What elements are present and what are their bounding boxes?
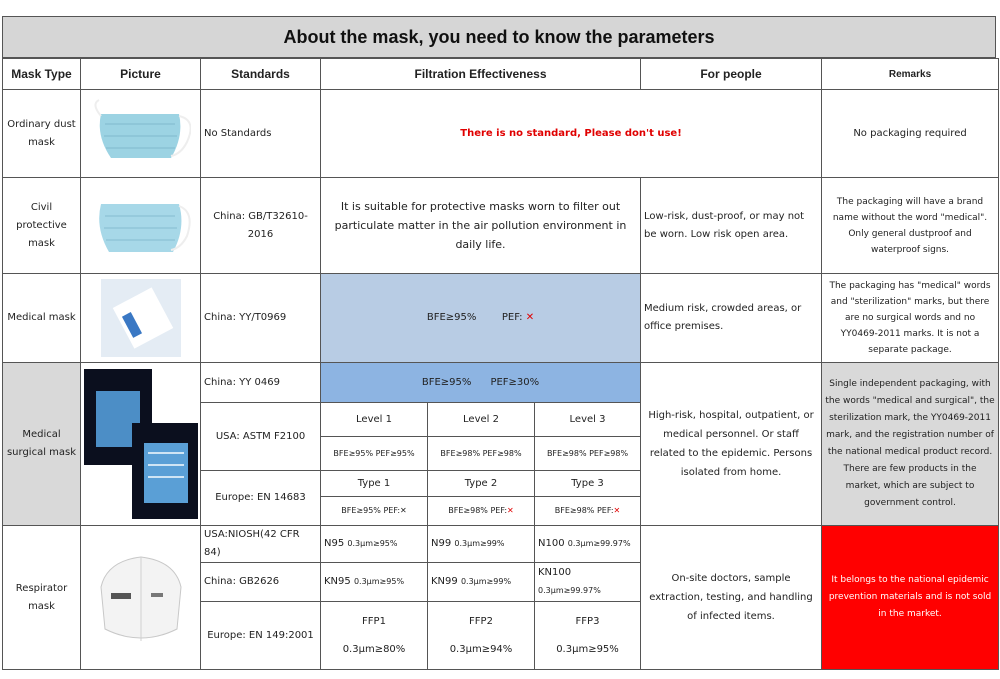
eu-ffp1: FFP1 0.3μm≥80% (321, 602, 428, 670)
eu-type-2-value: BFE≥98% PEF:✕ (428, 497, 535, 526)
civil-type: Civil protective mask (3, 178, 81, 274)
civil-remarks: The packaging will have a brand name without the word "medical". Only general dustproof and waterproof signs. (822, 178, 999, 274)
surgical-usa-standard: USA: ASTM F2100 (201, 403, 321, 471)
china-kn95: KN95 0.3μm≥95% (321, 563, 428, 602)
header-row (3, 59, 999, 90)
ordinary-remarks: No packaging required (822, 90, 999, 178)
respirator-picture (81, 526, 201, 670)
eu-type-1-value: BFE≥95% PEF:✕ (321, 497, 428, 526)
eu-ffp3: FFP3 0.3μm≥95% (535, 602, 641, 670)
header-mask-type: Mask Type (3, 59, 81, 90)
mask-parameters-table (2, 58, 999, 670)
eu-type-3-value: BFE≥98% PEF:✕ (535, 497, 641, 526)
row-civil (3, 178, 999, 274)
packaged-mask-image (99, 277, 183, 359)
medical-remarks: The packaging has "medical" words and "sterilization" marks, but there are no surgical words and no YY0469-2011 marks. It is not a separate package. (822, 274, 999, 363)
medical-people: Medium risk, crowded areas, or office premises. (641, 274, 822, 363)
civil-standard: China: GB/T32610-2016 (201, 178, 321, 274)
header-remarks: Remarks (822, 59, 999, 90)
header-picture: Picture (81, 59, 201, 90)
protective-mask-image (91, 188, 191, 264)
civil-people: Low-risk, dust-proof, or may not be worn. Low risk open area. (641, 178, 822, 274)
row-medical (3, 274, 999, 363)
cross-icon: ✕ (613, 506, 621, 515)
respirator-type: Respirator mask (3, 526, 81, 670)
usa-n99: N99 0.3μm≥99% (428, 526, 535, 563)
china-kn99: KN99 0.3μm≥99% (428, 563, 535, 602)
surgical-package-image (84, 369, 198, 519)
row-surgical-china (3, 363, 999, 403)
cross-icon: ✕ (525, 312, 535, 323)
ordinary-type: Ordinary dust mask (3, 90, 81, 178)
usa-level-3-value: BFE≥98% PEF≥98% (535, 437, 641, 471)
civil-picture (81, 178, 201, 274)
row-ordinary (3, 90, 999, 178)
row-respirator-usa (3, 526, 999, 563)
page-title: About the mask, you need to know the parameters (2, 16, 996, 58)
surgical-mask-image (91, 96, 191, 172)
respirator-remarks: It belongs to the national epidemic prevention materials and is not sold in the market. (822, 526, 999, 670)
usa-level-1-value: BFE≥95% PEF≥95% (321, 437, 428, 471)
respirator-image (93, 543, 189, 653)
respirator-eu-standard: Europe: EN 149:2001 (201, 602, 321, 670)
surgical-people: High-risk, hospital, outpatient, or medical personnel. Or staff related to the epidemic. Persons isolated from home. (641, 363, 822, 526)
surgical-china-standard: China: YY 0469 (201, 363, 321, 403)
china-kn100: KN100 0.3μm≥99.97% (535, 563, 641, 602)
medical-filtration (321, 274, 641, 363)
usa-n100: N100 0.3μm≥99.97% (535, 526, 641, 563)
medical-bfe: BFE≥95% (426, 312, 477, 323)
eu-type-3: Type 3 (535, 471, 641, 497)
ordinary-filtration-warning: There is no standard, Please don't use! (321, 90, 822, 178)
surgical-eu-standard: Europe: EN 14683 (201, 471, 321, 526)
respirator-people: On-site doctors, sample extraction, testing, and handling of infected items. (641, 526, 822, 670)
header-filtration: Filtration Effectiveness (321, 59, 641, 90)
respirator-usa-standard: USA:NIOSH(42 CFR 84) (201, 526, 321, 563)
surgical-china-filtration: BFE≥95% PEF≥30% (321, 363, 641, 403)
cross-icon: ✕ (400, 506, 407, 515)
eu-type-2: Type 2 (428, 471, 535, 497)
medical-standard: China: YY/T0969 (201, 274, 321, 363)
medical-type: Medical mask (3, 274, 81, 363)
medical-picture (81, 274, 201, 363)
eu-type-1: Type 1 (321, 471, 428, 497)
eu-ffp2: FFP2 0.3μm≥94% (428, 602, 535, 670)
usa-level-2-value: BFE≥98% PEF≥98% (428, 437, 535, 471)
surgical-picture (81, 363, 201, 526)
usa-level-2: Level 2 (428, 403, 535, 437)
ordinary-standard: No Standards (201, 90, 321, 178)
usa-n95: N95 0.3μm≥95% (321, 526, 428, 563)
respirator-china-standard: China: GB2626 (201, 563, 321, 602)
usa-level-1: Level 1 (321, 403, 428, 437)
surgical-remarks: Single independent packaging, with the words "medical and surgical", the sterilization mark, the YY0469-2011 mark, and the registration number of the national medical product record. There are few products in the market, which are subject to government control. (822, 363, 999, 526)
ordinary-picture (81, 90, 201, 178)
header-for-people: For people (641, 59, 822, 90)
usa-level-3: Level 3 (535, 403, 641, 437)
medical-pef: PEF: (501, 312, 523, 323)
header-standards: Standards (201, 59, 321, 90)
civil-filtration: It is suitable for protective masks worn to filter out particulate matter in the air pollution environment in daily life. (321, 178, 641, 274)
surgical-type: Medical surgical mask (3, 363, 81, 526)
cross-icon: ✕ (507, 506, 514, 515)
